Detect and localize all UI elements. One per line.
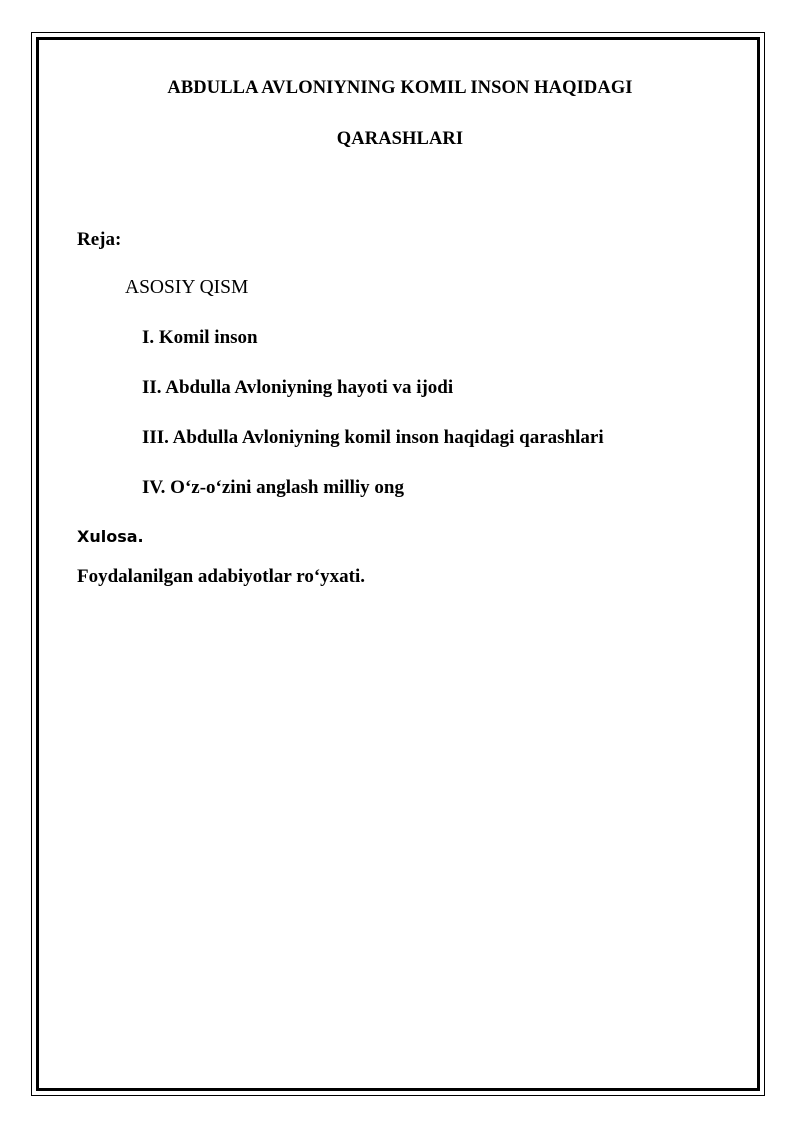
page-border-inner <box>36 37 760 1091</box>
plan-item-2: II. Abdulla Avloniyning hayoti va ijodi <box>142 377 454 398</box>
conclusion-label: Xulosa. <box>77 527 144 546</box>
plan-item-3: III. Abdulla Avloniyning komil inson haqidagi qarashlari <box>142 427 604 448</box>
document-title-line-1: ABDULLA AVLONIYNING KOMIL INSON HAQIDAGI <box>167 78 633 98</box>
plan-label: Reja: <box>77 229 122 250</box>
document-title-line-2: QARASHLARI <box>336 129 464 149</box>
plan-item-1: I. Komil inson <box>142 327 258 348</box>
references-label: Foydalanilgan adabiyotlar ro‘yxati. <box>77 566 366 587</box>
section-heading: ASOSIY QISM <box>125 277 249 298</box>
plan-item-4: IV. O‘z-o‘zini anglash milliy ong <box>142 477 404 498</box>
